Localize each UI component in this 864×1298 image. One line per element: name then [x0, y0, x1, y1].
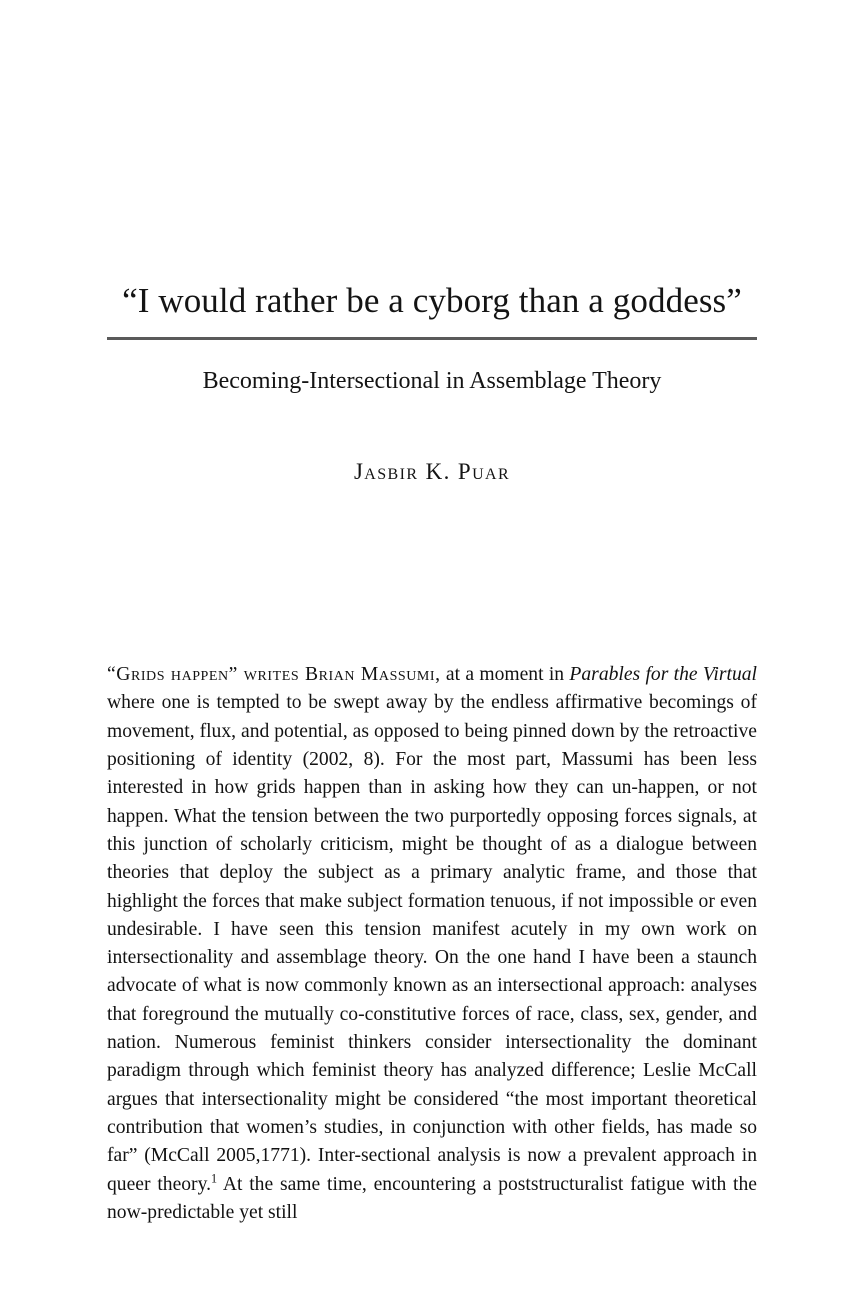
cited-work-title-continued: Virtual [702, 664, 757, 685]
body-text [107, 661, 757, 1227]
title-block [107, 276, 757, 485]
article-author: Jasbir K. Puar [353, 459, 511, 485]
page-title: “I would rather be a cyborg than a goddess” [122, 281, 742, 320]
opening-connector: at a moment in [440, 664, 570, 685]
article-subtitle: Becoming-Intersectional in Assemblage Theory [202, 368, 662, 395]
cited-work-title: Parables for the [569, 664, 698, 685]
footnote-reference-1[interactable]: 1 [211, 1171, 218, 1186]
opening-smallcaps-phrase: “Grids happen” writes Brian Massumi, [107, 664, 441, 685]
opening-paragraph [107, 661, 757, 1227]
paragraph-body: where one is tempted to be swept away by the endless affirmative becomings of movement, flux, and potential, as opposed to being pinned down by the retroactive positioning of identity (2002, 8). For the most part, Massumi has been less interested in how grids happen than in asking how they can un-happen, or not happen. What the tension between the two purportedly opposing forces signals, at this junction of scholarly criticism, might be thought of as a dialogue between theories that deploy the subject as a primary analytic frame, and those that highlight the forces that make subject formation tenuous, if not impossible or even undesirable. I have seen this tension manifest acutely in my own work on intersectionality and assemblage theory. On the one hand I have been a staunch advocate of what is now commonly known as an intersectional approach: analyses that foreground the mutually co-constitutive forces of race, class, sex, gender, and nation. Numerous feminist thinkers consider intersectionality the dominant paradigm through which feminist theory has analyzed difference; Leslie McCall argues that intersectionality might be considered “the most important theoretical contribution that women’s studies, in conjunction with other fields, has made so far” (McCall 2005,1771). Inter-sectional analysis is now a prevalent approach in queer theory. [107, 692, 757, 1195]
paragraph-tail: At the same time, encountering a poststructuralist fatigue with the now-predictable yet still [107, 1173, 757, 1223]
